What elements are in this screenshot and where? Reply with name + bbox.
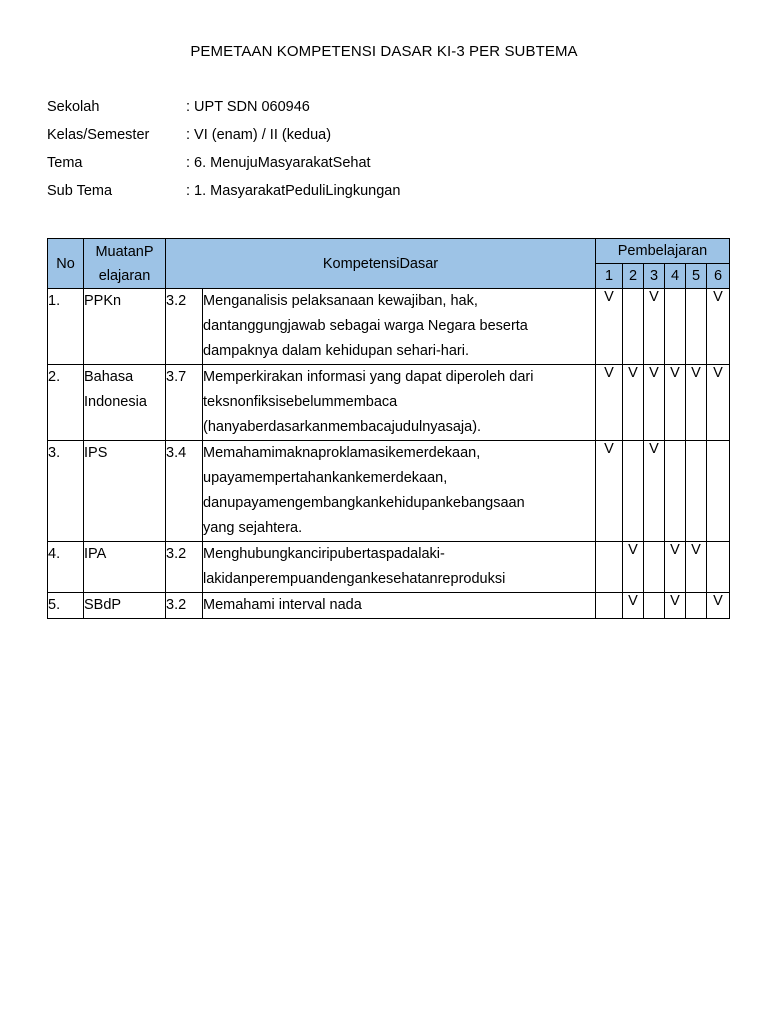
kd-line: Menganalisis pelaksanaan kewajiban, hak,: [203, 293, 478, 309]
session-mark: V: [644, 441, 665, 542]
kd-line: dampaknya dalam kehidupan sehari-hari.: [203, 343, 469, 359]
info-row-sekolah: [47, 97, 400, 125]
kd-line: Memahamimaknaproklamasikemerdekaan,: [203, 445, 481, 461]
muatan-line: Bahasa: [84, 369, 134, 385]
table-row: [48, 289, 730, 365]
header-session: 1: [596, 264, 623, 289]
kd-line: Menghubungkanciripubertaspadalaki-: [203, 546, 445, 562]
session-mark: V: [623, 542, 644, 593]
info-row-kelas: [47, 125, 400, 153]
header-kd: KompetensiDasar: [166, 239, 596, 289]
header-muatan-line: MuatanP: [95, 243, 154, 260]
kd-number: 3.2: [166, 593, 203, 619]
info-label: Tema: [47, 155, 83, 171]
session-mark: [707, 441, 730, 542]
header-session: 6: [707, 264, 730, 289]
session-mark: V: [707, 289, 730, 365]
muatan-line: SBdP: [84, 597, 122, 613]
session-mark: V: [665, 365, 686, 441]
header-pembelajaran: Pembelajaran: [596, 239, 730, 264]
table-row: [48, 441, 730, 542]
muatan-cell: [84, 289, 166, 365]
kd-number: 3.7: [166, 365, 203, 441]
row-number: 2.: [48, 365, 84, 441]
muatan-line: IPA: [84, 546, 107, 562]
session-mark: V: [596, 365, 623, 441]
header-session: 4: [665, 264, 686, 289]
kd-line: Memahami interval nada: [203, 597, 362, 613]
kd-number: 3.4: [166, 441, 203, 542]
muatan-cell: [84, 365, 166, 441]
muatan-cell: [84, 441, 166, 542]
session-mark: V: [623, 593, 644, 619]
table-row: [48, 542, 730, 593]
session-mark: V: [707, 365, 730, 441]
header-session: 5: [686, 264, 707, 289]
info-label: Sub Tema: [47, 183, 113, 199]
kd-description: [203, 365, 596, 441]
info-row-tema: [47, 153, 400, 181]
session-mark: V: [596, 441, 623, 542]
muatan-line: Indonesia: [84, 394, 147, 410]
info-value: : 6. MenujuMasyarakatSehat: [186, 155, 371, 171]
kd-line: lakidanperempuandengankesehatanreproduksi: [203, 571, 506, 587]
page-title: PEMETAAN KOMPETENSI DASAR KI-3 PER SUBTEMA: [190, 43, 578, 60]
info-label: Sekolah: [47, 99, 100, 115]
session-mark: [665, 289, 686, 365]
muatan-cell: [84, 542, 166, 593]
session-mark: V: [596, 289, 623, 365]
session-mark: V: [644, 289, 665, 365]
session-mark: [686, 593, 707, 619]
kd-mapping-table: [47, 238, 730, 619]
kd-description: [203, 441, 596, 542]
session-mark: [623, 441, 644, 542]
kd-number: 3.2: [166, 542, 203, 593]
row-number: 1.: [48, 289, 84, 365]
kd-description: [203, 593, 596, 619]
muatan-cell: [84, 593, 166, 619]
header-muatan: [84, 239, 166, 289]
identity-block: [47, 97, 400, 209]
session-mark: V: [686, 365, 707, 441]
info-value: : VI (enam) / II (kedua): [186, 127, 332, 143]
kd-line: yang sejahtera.: [203, 520, 303, 536]
session-mark: [596, 593, 623, 619]
table-row: [48, 365, 730, 441]
session-mark: [644, 542, 665, 593]
kd-line: teksnonfiksisebelummembaca: [203, 394, 398, 410]
header-no: No: [48, 239, 84, 289]
kd-description: [203, 542, 596, 593]
session-mark: [686, 441, 707, 542]
session-mark: V: [644, 365, 665, 441]
session-mark: V: [707, 593, 730, 619]
session-mark: [665, 441, 686, 542]
row-number: 5.: [48, 593, 84, 619]
session-mark: [623, 289, 644, 365]
kd-line: upayamempertahankankemerdekaan,: [203, 470, 448, 486]
muatan-line: IPS: [84, 445, 108, 461]
session-mark: V: [665, 542, 686, 593]
info-label: Kelas/Semester: [47, 127, 150, 143]
muatan-line: PPKn: [84, 293, 122, 309]
session-mark: V: [686, 542, 707, 593]
kd-line: Memperkirakan informasi yang dapat diperoleh dari: [203, 369, 534, 385]
session-mark: [596, 542, 623, 593]
row-number: 4.: [48, 542, 84, 593]
session-mark: [707, 542, 730, 593]
header-session: 3: [644, 264, 665, 289]
info-value: : 1. MasyarakatPeduliLingkungan: [186, 183, 401, 199]
info-row-subtema: [47, 181, 400, 209]
table-row: [48, 593, 730, 619]
session-mark: V: [665, 593, 686, 619]
session-mark: V: [623, 365, 644, 441]
header-session: 2: [623, 264, 644, 289]
row-number: 3.: [48, 441, 84, 542]
session-mark: [644, 593, 665, 619]
kd-line: danupayamengembangkankehidupankebangsaan: [203, 495, 525, 511]
kd-line: (hanyaberdasarkanmembacajudulnyasaja).: [203, 419, 482, 435]
kd-line: dantanggungjawab sebagai warga Negara beserta: [203, 318, 528, 334]
kd-description: [203, 289, 596, 365]
info-value: : UPT SDN 060946: [186, 99, 310, 115]
kd-number: 3.2: [166, 289, 203, 365]
session-mark: [686, 289, 707, 365]
header-muatan-line: elajaran: [98, 267, 151, 284]
